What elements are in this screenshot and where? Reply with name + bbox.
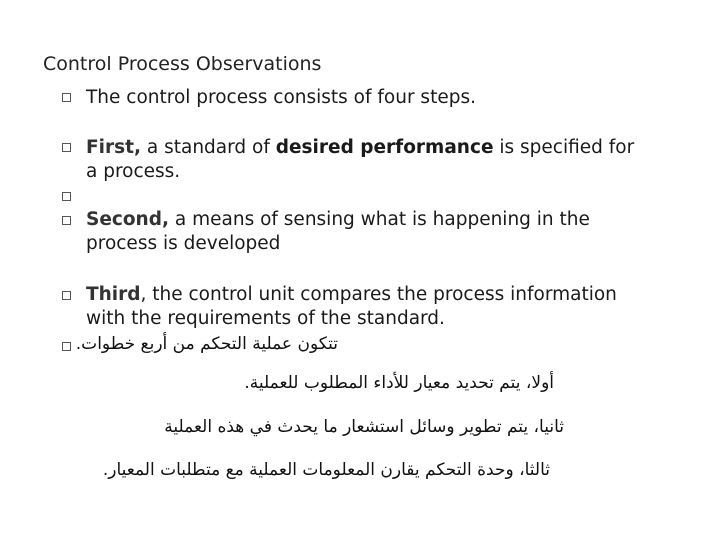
bullet-2-highlight: desired performance: [275, 137, 494, 158]
bullet-2-lead: First,: [86, 137, 141, 158]
arabic-line-1: أولا، يتم تحديد معيار للأداء المطلوب للعملية.: [244, 373, 554, 393]
arabic-line-2: ثانيا، يتم تطوير وسائل استشعار ما يحدث في هذه العملية: [164, 417, 564, 437]
bullet-square-icon: [62, 93, 71, 102]
bullet-item-1: [86, 86, 646, 110]
bullet-square-icon: [62, 216, 71, 225]
arabic-line-3: ثالثا، وحدة التحكم يقارن المعلومات العملية مع متطلبات المعيار.: [102, 460, 550, 480]
bullet-2-post: is specified for a process.: [86, 137, 635, 182]
bullet-item-4: [86, 208, 646, 256]
bullet-square-icon: [62, 342, 71, 351]
bullet-2-pre: a standard of: [141, 137, 276, 158]
bullet-6-arabic-text: تتكون عملية التحكم من أربع خطوات.: [75, 334, 338, 354]
bullet-square-icon: [62, 192, 71, 201]
bullet-1-text: The control process consists of four steps.: [86, 87, 476, 108]
bullet-item-2: [86, 136, 646, 184]
page-title: Control Process Observations: [43, 53, 322, 75]
bullet-square-icon: [62, 291, 71, 300]
bullet-item-5: [86, 283, 646, 331]
bullet-5-lead: Third: [86, 284, 141, 305]
bullet-square-icon: [62, 143, 71, 152]
bullet-4-lead: Second,: [86, 209, 169, 230]
bullet-5-text: , the control unit compares the process information with the requirements of the standard.: [86, 284, 617, 329]
bullet-4-text: a means of sensing what is happening in the process is developed: [86, 209, 590, 254]
